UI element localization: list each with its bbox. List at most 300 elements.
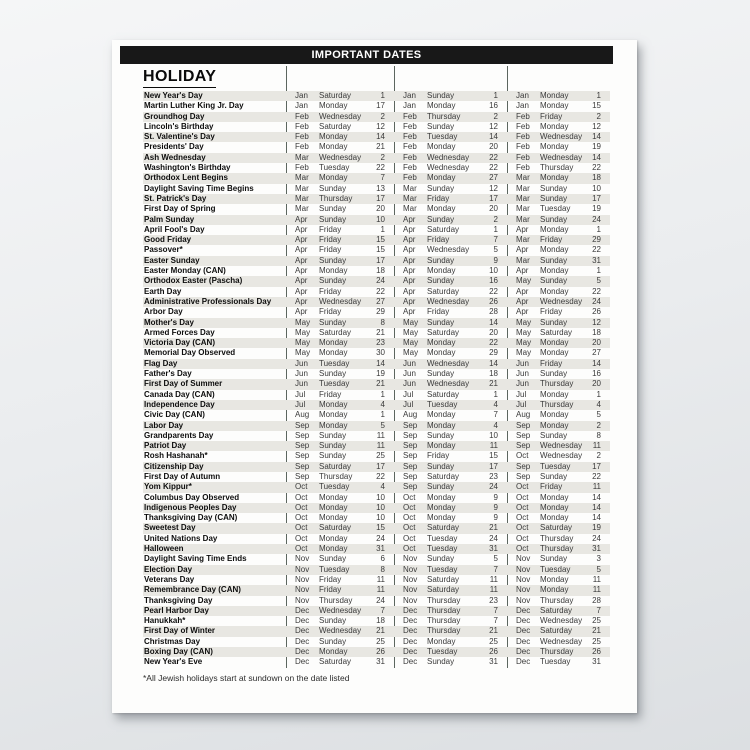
day-number: 20 xyxy=(376,204,385,214)
holiday-name: Armed Forces Day xyxy=(144,327,215,337)
weekday-name: Monday xyxy=(540,492,569,502)
holiday-name: Arbor Day xyxy=(144,307,183,317)
month-abbrev: Sep xyxy=(403,471,418,481)
month-abbrev: Apr xyxy=(516,286,529,296)
date-cell-col3 xyxy=(507,91,610,101)
weekday-name: Friday xyxy=(427,193,450,203)
date-cell-col1 xyxy=(286,215,394,225)
month-abbrev: Oct xyxy=(295,533,308,543)
month-abbrev: Apr xyxy=(295,286,308,296)
date-cell-col1 xyxy=(286,493,394,503)
date-cell-col1 xyxy=(286,421,394,431)
month-abbrev: Sep xyxy=(403,430,418,440)
date-cell-col2 xyxy=(394,451,507,461)
table-row xyxy=(143,142,610,152)
month-abbrev: Dec xyxy=(295,657,310,667)
date-cell-col1 xyxy=(286,513,394,523)
date-cell-col1 xyxy=(286,348,394,358)
holiday-name: Daylight Saving Time Begins xyxy=(144,183,254,193)
date-cell-col3 xyxy=(507,431,610,441)
day-number: 24 xyxy=(592,214,601,224)
table-row xyxy=(143,235,610,245)
day-number: 1 xyxy=(380,389,385,399)
month-abbrev: Apr xyxy=(403,296,416,306)
month-abbrev: Mar xyxy=(295,173,309,183)
month-abbrev: Mar xyxy=(516,204,530,214)
table-row xyxy=(143,451,610,461)
day-number: 1 xyxy=(596,224,601,234)
weekday-name: Sunday xyxy=(427,121,455,131)
weekday-name: Monday xyxy=(540,173,569,183)
day-number: 17 xyxy=(489,193,498,203)
day-number: 22 xyxy=(592,286,601,296)
table-row xyxy=(143,318,610,328)
table-row xyxy=(143,204,610,214)
weekday-name: Sunday xyxy=(540,554,568,564)
holiday-name: Earth Day xyxy=(144,286,182,296)
day-number: 18 xyxy=(489,369,498,379)
weekday-name: Sunday xyxy=(540,369,568,379)
month-abbrev: Oct xyxy=(295,492,308,502)
table-row xyxy=(143,534,610,544)
section-title: HOLIDAY xyxy=(143,68,216,88)
weekday-name: Saturday xyxy=(319,523,352,533)
table-row xyxy=(143,637,610,647)
table-row xyxy=(143,369,610,379)
table-row xyxy=(143,297,610,307)
day-number: 1 xyxy=(380,224,385,234)
date-cell-col2 xyxy=(394,657,507,667)
date-cell-col1 xyxy=(286,245,394,255)
holiday-name: Christmas Day xyxy=(144,636,201,646)
weekday-name: Saturday xyxy=(427,286,460,296)
holiday-name: First Day of Winter xyxy=(144,626,216,636)
date-cell-col2 xyxy=(394,606,507,616)
day-number: 15 xyxy=(376,235,385,245)
date-cell-col2 xyxy=(394,348,507,358)
date-cell-col2 xyxy=(394,431,507,441)
table-row xyxy=(143,585,610,595)
weekday-name: Saturday xyxy=(319,327,352,337)
weekday-name: Monday xyxy=(540,338,569,348)
weekday-name: Tuesday xyxy=(540,657,571,667)
weekday-name: Friday xyxy=(319,245,342,255)
day-number: 22 xyxy=(489,163,498,173)
month-abbrev: Oct xyxy=(516,482,529,492)
date-cell-col3 xyxy=(507,585,610,595)
weekday-name: Monday xyxy=(540,513,569,523)
month-abbrev: Apr xyxy=(403,245,416,255)
day-number: 12 xyxy=(592,121,601,131)
date-cell-col3 xyxy=(507,421,610,431)
weekday-name: Wednesday xyxy=(427,358,470,368)
holiday-name: United Nations Day xyxy=(144,533,218,543)
date-cell-col3 xyxy=(507,297,610,307)
weekday-name: Monday xyxy=(319,492,348,502)
day-number: 24 xyxy=(592,296,601,306)
weekday-name: Thursday xyxy=(540,163,574,173)
table-row xyxy=(143,338,610,348)
table-row xyxy=(143,266,610,276)
holiday-name: Patriot Day xyxy=(144,441,187,451)
weekday-name: Thursday xyxy=(540,544,574,554)
date-cell-col3 xyxy=(507,307,610,317)
day-number: 11 xyxy=(489,441,498,451)
date-cell-col2 xyxy=(394,184,507,194)
day-number: 22 xyxy=(376,163,385,173)
month-abbrev: Dec xyxy=(295,636,310,646)
weekday-name: Sunday xyxy=(319,430,347,440)
day-number: 4 xyxy=(380,482,385,492)
date-cell-col2 xyxy=(394,215,507,225)
date-cell-col3 xyxy=(507,328,610,338)
month-abbrev: May xyxy=(516,276,532,286)
table-row xyxy=(143,462,610,472)
holiday-name: Flag Day xyxy=(144,358,178,368)
month-abbrev: Oct xyxy=(295,544,308,554)
date-cell-col2 xyxy=(394,410,507,420)
date-cell-col2 xyxy=(394,112,507,122)
date-cell-col1 xyxy=(286,163,394,173)
month-abbrev: Nov xyxy=(516,585,531,595)
date-cell-col3 xyxy=(507,503,610,513)
day-number: 11 xyxy=(376,430,385,440)
date-cell-col3 xyxy=(507,379,610,389)
date-cell-col2 xyxy=(394,523,507,533)
month-abbrev: Apr xyxy=(403,214,416,224)
holiday-name: First Day of Autumn xyxy=(144,471,221,481)
weekday-name: Sunday xyxy=(427,183,455,193)
weekday-name: Saturday xyxy=(427,327,460,337)
weekday-name: Monday xyxy=(427,101,456,111)
table-row xyxy=(143,122,610,132)
month-abbrev: May xyxy=(516,317,532,327)
date-cell-col2 xyxy=(394,626,507,636)
month-abbrev: Apr xyxy=(295,224,308,234)
month-abbrev: Apr xyxy=(295,296,308,306)
month-abbrev: Jan xyxy=(403,101,416,111)
month-abbrev: Jul xyxy=(403,399,414,409)
month-abbrev: Feb xyxy=(295,142,309,152)
table-row xyxy=(143,307,610,317)
day-number: 12 xyxy=(376,121,385,131)
day-number: 13 xyxy=(376,183,385,193)
table-row xyxy=(143,472,610,482)
holiday-name: Labor Day xyxy=(144,420,184,430)
table-row xyxy=(143,575,610,585)
day-number: 11 xyxy=(592,482,601,492)
date-cell-col1 xyxy=(286,637,394,647)
weekday-name: Thursday xyxy=(427,595,461,605)
day-number: 20 xyxy=(592,379,601,389)
weekday-name: Wednesday xyxy=(427,379,470,389)
month-abbrev: Nov xyxy=(403,554,418,564)
month-abbrev: Nov xyxy=(516,564,531,574)
planner-page xyxy=(112,40,637,713)
day-number: 2 xyxy=(596,451,601,461)
weekday-name: Friday xyxy=(319,389,342,399)
month-abbrev: Sep xyxy=(516,471,531,481)
day-number: 1 xyxy=(380,91,385,100)
weekday-name: Monday xyxy=(427,492,456,502)
day-number: 22 xyxy=(592,245,601,255)
footnote: *All Jewish holidays start at sundown on the date listed xyxy=(143,673,350,683)
date-cell-col2 xyxy=(394,297,507,307)
weekday-name: Sunday xyxy=(319,369,347,379)
weekday-name: Wednesday xyxy=(319,626,362,636)
table-row xyxy=(143,245,610,255)
month-abbrev: Sep xyxy=(295,451,310,461)
weekday-name: Saturday xyxy=(427,574,460,584)
weekday-name: Saturday xyxy=(540,626,573,636)
month-abbrev: Sep xyxy=(403,461,418,471)
day-number: 28 xyxy=(592,595,601,605)
date-cell-col2 xyxy=(394,132,507,142)
holiday-name: Veterans Day xyxy=(144,574,195,584)
day-number: 27 xyxy=(592,348,601,358)
day-number: 1 xyxy=(596,389,601,399)
weekday-name: Monday xyxy=(540,91,569,100)
day-number: 26 xyxy=(376,647,385,657)
date-cell-col3 xyxy=(507,637,610,647)
date-cell-col3 xyxy=(507,400,610,410)
date-cell-col1 xyxy=(286,410,394,420)
table-row xyxy=(143,441,610,451)
day-number: 18 xyxy=(376,266,385,276)
month-abbrev: Jun xyxy=(403,358,416,368)
weekday-name: Thursday xyxy=(319,193,353,203)
weekday-name: Monday xyxy=(540,224,569,234)
month-abbrev: Sep xyxy=(516,430,531,440)
month-abbrev: Dec xyxy=(516,605,531,615)
holiday-name: First Day of Spring xyxy=(144,204,216,214)
table-row xyxy=(143,215,610,225)
month-abbrev: Sep xyxy=(295,441,310,451)
weekday-name: Thursday xyxy=(540,647,574,657)
day-number: 31 xyxy=(376,544,385,554)
table-row xyxy=(143,554,610,564)
date-cell-col2 xyxy=(394,482,507,492)
weekday-name: Thursday xyxy=(540,399,574,409)
weekday-name: Thursday xyxy=(319,471,353,481)
weekday-name: Monday xyxy=(427,636,456,646)
table-row xyxy=(143,256,610,266)
month-abbrev: Oct xyxy=(516,513,529,523)
day-number: 14 xyxy=(489,132,498,142)
day-number: 5 xyxy=(596,410,601,420)
date-cell-col1 xyxy=(286,400,394,410)
month-abbrev: Dec xyxy=(295,616,310,626)
date-cell-col1 xyxy=(286,184,394,194)
weekday-name: Sunday xyxy=(427,657,455,667)
month-abbrev: Dec xyxy=(516,636,531,646)
weekday-name: Saturday xyxy=(319,657,352,667)
month-abbrev: Sep xyxy=(295,430,310,440)
month-abbrev: Sep xyxy=(403,441,418,451)
date-cell-col3 xyxy=(507,575,610,585)
month-abbrev: Jun xyxy=(516,379,529,389)
date-cell-col2 xyxy=(394,204,507,214)
table-row xyxy=(143,565,610,575)
date-cell-col2 xyxy=(394,400,507,410)
weekday-name: Wednesday xyxy=(427,163,470,173)
weekday-name: Tuesday xyxy=(540,564,571,574)
weekday-name: Thursday xyxy=(319,595,353,605)
month-abbrev: Feb xyxy=(403,142,417,152)
month-abbrev: Feb xyxy=(516,142,530,152)
weekday-name: Sunday xyxy=(319,214,347,224)
day-number: 10 xyxy=(489,430,498,440)
day-number: 9 xyxy=(493,492,498,502)
weekday-name: Monday xyxy=(427,204,456,214)
month-abbrev: Apr xyxy=(403,235,416,245)
month-abbrev: Jul xyxy=(295,389,306,399)
day-number: 7 xyxy=(596,605,601,615)
table-row xyxy=(143,616,610,626)
weekday-name: Monday xyxy=(319,420,348,430)
date-cell-col3 xyxy=(507,276,610,286)
month-abbrev: Oct xyxy=(516,451,529,461)
day-number: 9 xyxy=(493,255,498,265)
month-abbrev: Nov xyxy=(516,554,531,564)
month-abbrev: May xyxy=(516,338,532,348)
month-abbrev: Jun xyxy=(295,369,308,379)
date-cell-col2 xyxy=(394,287,507,297)
day-number: 1 xyxy=(493,389,498,399)
weekday-name: Monday xyxy=(319,142,348,152)
month-abbrev: Dec xyxy=(516,657,531,667)
date-cell-col1 xyxy=(286,266,394,276)
date-cell-col2 xyxy=(394,616,507,626)
month-abbrev: Oct xyxy=(516,502,529,512)
weekday-name: Wednesday xyxy=(540,132,583,142)
month-abbrev: Oct xyxy=(295,482,308,492)
date-cell-col3 xyxy=(507,626,610,636)
day-number: 3 xyxy=(596,554,601,564)
month-abbrev: Jun xyxy=(295,358,308,368)
month-abbrev: Dec xyxy=(516,626,531,636)
date-cell-col2 xyxy=(394,122,507,132)
month-abbrev: Apr xyxy=(516,307,529,317)
date-cell-col1 xyxy=(286,534,394,544)
date-cell-col3 xyxy=(507,513,610,523)
date-cell-col1 xyxy=(286,565,394,575)
month-abbrev: Dec xyxy=(403,636,418,646)
day-number: 31 xyxy=(376,657,385,667)
weekday-name: Monday xyxy=(427,441,456,451)
date-cell-col2 xyxy=(394,441,507,451)
day-number: 26 xyxy=(489,296,498,306)
month-abbrev: Apr xyxy=(516,224,529,234)
day-number: 4 xyxy=(493,399,498,409)
weekday-name: Sunday xyxy=(427,461,455,471)
month-abbrev: Apr xyxy=(403,255,416,265)
month-abbrev: Oct xyxy=(403,513,416,523)
weekday-name: Monday xyxy=(427,338,456,348)
month-abbrev: Dec xyxy=(403,605,418,615)
date-cell-col2 xyxy=(394,245,507,255)
month-abbrev: Feb xyxy=(403,132,417,142)
day-number: 23 xyxy=(489,471,498,481)
month-abbrev: Mar xyxy=(516,193,530,203)
month-abbrev: Mar xyxy=(516,183,530,193)
month-abbrev: Oct xyxy=(516,492,529,502)
date-cell-col2 xyxy=(394,534,507,544)
month-abbrev: Jun xyxy=(516,369,529,379)
day-number: 7 xyxy=(493,616,498,626)
month-abbrev: Apr xyxy=(295,235,308,245)
weekday-name: Sunday xyxy=(540,471,568,481)
month-abbrev: Oct xyxy=(403,492,416,502)
holiday-name: Washington's Birthday xyxy=(144,163,231,173)
holiday-name: Pearl Harbor Day xyxy=(144,605,209,615)
day-number: 12 xyxy=(489,121,498,131)
day-number: 26 xyxy=(592,647,601,657)
table-row xyxy=(143,513,610,523)
day-number: 25 xyxy=(489,636,498,646)
weekday-name: Sunday xyxy=(427,430,455,440)
weekday-name: Sunday xyxy=(540,276,568,286)
weekday-name: Monday xyxy=(540,389,569,399)
month-abbrev: Dec xyxy=(295,605,310,615)
date-cell-col2 xyxy=(394,565,507,575)
day-number: 29 xyxy=(376,307,385,317)
month-abbrev: Feb xyxy=(516,132,530,142)
month-abbrev: Apr xyxy=(403,286,416,296)
weekday-name: Sunday xyxy=(427,317,455,327)
day-number: 16 xyxy=(592,369,601,379)
day-number: 11 xyxy=(489,585,498,595)
holiday-name: Lincoln's Birthday xyxy=(144,121,214,131)
date-cell-col3 xyxy=(507,225,610,235)
date-cell-col3 xyxy=(507,369,610,379)
weekday-name: Saturday xyxy=(319,461,352,471)
day-number: 27 xyxy=(489,173,498,183)
month-abbrev: May xyxy=(403,338,419,348)
weekday-name: Friday xyxy=(540,235,563,245)
month-abbrev: Mar xyxy=(516,214,530,224)
weekday-name: Monday xyxy=(540,574,569,584)
date-cell-col3 xyxy=(507,390,610,400)
month-abbrev: Apr xyxy=(295,214,308,224)
holiday-name: Mother's Day xyxy=(144,317,194,327)
holiday-name: Rosh Hashanah* xyxy=(144,451,208,461)
day-number: 2 xyxy=(380,152,385,162)
weekday-name: Sunday xyxy=(319,204,347,214)
table-row xyxy=(143,163,610,173)
month-abbrev: Mar xyxy=(403,204,417,214)
day-number: 14 xyxy=(592,492,601,502)
month-abbrev: Oct xyxy=(295,513,308,523)
date-cell-col2 xyxy=(394,173,507,183)
weekday-name: Friday xyxy=(540,482,563,492)
date-cell-col3 xyxy=(507,596,610,606)
day-number: 5 xyxy=(380,420,385,430)
day-number: 14 xyxy=(489,317,498,327)
weekday-name: Monday xyxy=(427,266,456,276)
weekday-name: Friday xyxy=(540,307,563,317)
day-number: 31 xyxy=(592,255,601,265)
day-number: 2 xyxy=(493,214,498,224)
holiday-name: New Year's Day xyxy=(144,91,203,100)
date-cell-col3 xyxy=(507,462,610,472)
date-cell-col1 xyxy=(286,256,394,266)
day-number: 17 xyxy=(376,255,385,265)
month-abbrev: Jul xyxy=(403,389,414,399)
holiday-name: Palm Sunday xyxy=(144,214,195,224)
weekday-name: Tuesday xyxy=(427,533,458,543)
weekday-name: Wednesday xyxy=(319,111,362,121)
